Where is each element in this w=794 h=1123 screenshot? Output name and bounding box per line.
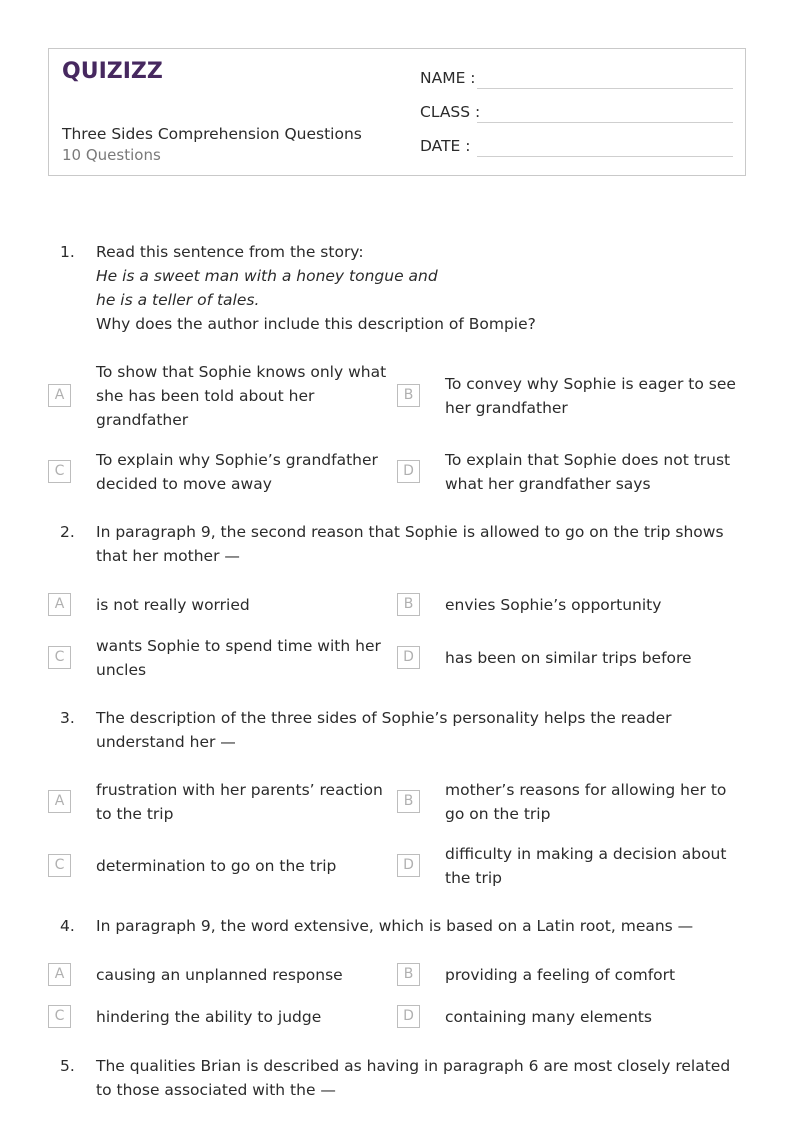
question-line: Read this sentence from the story: [96, 243, 364, 261]
question-number: 5. [60, 1057, 75, 1075]
name-label: NAME : [420, 69, 476, 87]
option-letter-box: A [48, 384, 71, 407]
option-text: mother’s reasons for allowing her to go on the trip [445, 781, 727, 823]
option-text: is not really worried [96, 596, 250, 614]
question-number: 1. [60, 243, 75, 261]
option-letter-box: D [397, 1005, 420, 1028]
name-line [477, 88, 733, 89]
option-letter-box: C [48, 460, 71, 483]
question-text: In paragraph 9, the second reason that Sophie is allowed to go on the trip shows that her mother — [96, 523, 724, 565]
option-text: containing many elements [445, 1008, 652, 1026]
question-count: 10 Questions [62, 146, 161, 164]
option-letter-box: B [397, 384, 420, 407]
option-letter-box: D [397, 854, 420, 877]
option-text: envies Sophie’s opportunity [445, 596, 662, 614]
option-text: hindering the ability to judge [96, 1008, 322, 1026]
question-number: 3. [60, 709, 75, 727]
option-letter-box: B [397, 963, 420, 986]
option-letter-box: B [397, 593, 420, 616]
option-text: frustration with her parents’ reaction to the trip [96, 781, 383, 823]
option-letter-box: C [48, 646, 71, 669]
option-text: has been on similar trips before [445, 649, 692, 667]
option-letter-box: A [48, 593, 71, 616]
option-text: To show that Sophie knows only what she has been told about her grandfather [96, 363, 387, 429]
option-text: To explain why Sophie’s grandfather decided to move away [96, 451, 378, 493]
name-field[interactable] [420, 69, 477, 87]
question-text: The qualities Brian is described as having in paragraph 6 are most closely related to those associated with the — [96, 1057, 731, 1099]
option-letter-box: C [48, 854, 71, 877]
question-quote-line: He is a sweet man with a honey tongue and [96, 267, 438, 285]
option-text: difficulty in making a decision about the trip [445, 845, 727, 887]
question-number: 4. [60, 917, 75, 935]
option-letter-box: A [48, 963, 71, 986]
class-line [477, 122, 733, 123]
option-letter-box: B [397, 790, 420, 813]
question-quote-line: he is a teller of tales. [96, 291, 260, 309]
option-text: To convey why Sophie is eager to see her grandfather [445, 375, 736, 417]
class-label: CLASS : [420, 103, 481, 121]
question-text [96, 240, 736, 336]
question-text: In paragraph 9, the word extensive, which is based on a Latin root, means — [96, 917, 694, 935]
date-label: DATE : [420, 137, 471, 155]
option-text: causing an unplanned response [96, 966, 343, 984]
option-text: determination to go on the trip [96, 857, 337, 875]
question-line: Why does the author include this description of Bompie? [96, 315, 536, 333]
worksheet-header [48, 48, 746, 176]
question-number: 2. [60, 523, 75, 541]
option-text: wants Sophie to spend time with her uncles [96, 637, 381, 679]
option-letter-box: C [48, 1005, 71, 1028]
class-field[interactable] [420, 103, 481, 121]
quizizz-logo: QUIZIZZ [62, 59, 163, 84]
option-letter-box: D [397, 460, 420, 483]
option-text: providing a feeling of comfort [445, 966, 676, 984]
date-line [477, 156, 733, 157]
option-text: To explain that Sophie does not trust what her grandfather says [445, 451, 731, 493]
date-field[interactable] [420, 137, 477, 155]
option-letter-box: A [48, 790, 71, 813]
option-letter-box: D [397, 646, 420, 669]
worksheet-title: Three Sides Comprehension Questions [62, 125, 362, 143]
question-text: The description of the three sides of Sophie’s personality helps the reader understand her — [96, 709, 672, 751]
